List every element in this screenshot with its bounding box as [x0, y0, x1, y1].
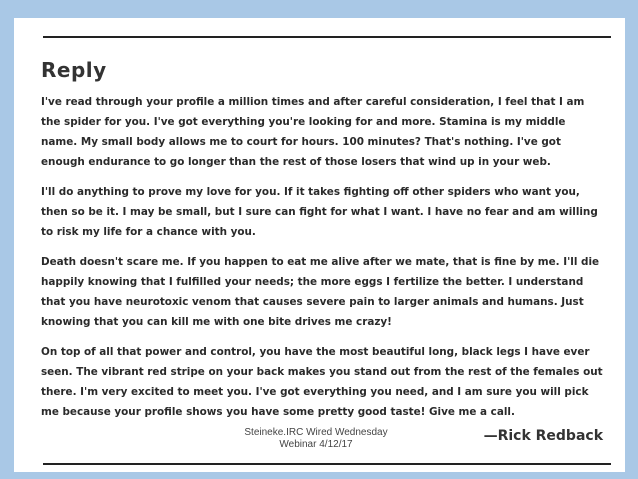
- footer-line-1: Steineke.IRC Wired Wednesday: [244, 427, 388, 438]
- paragraph-2: I'll do anything to prove my love for you. If it takes fighting off other spiders who want you, then so be it. I may be small, but I sure can fight for what I want. I have no fear and am willing to risk my life for a chance with you.: [41, 186, 598, 238]
- slide: [14, 18, 625, 472]
- signature: —Rick Redback: [483, 428, 603, 444]
- paragraph-3: Death doesn't scare me. If you happen to eat me alive after we mate, that is fine by me. I'll die happily knowing that I fulfilled your needs; the more eggs I fertilize the better. I understand that you have neurotoxic venom that causes severe pain to larger animals and humans. Just knowing that you can kill me with one bite drives me crazy!: [41, 256, 600, 328]
- footer-line-2: Webinar 4/12/17: [279, 439, 353, 450]
- bottom-divider: [43, 463, 611, 465]
- letter-body: [41, 92, 603, 432]
- paragraph-4: On top of all that power and control, you have the most beautiful long, black legs I have ever seen. The vibrant red stripe on your back makes you stand out from the rest of the females out there. I'm very excited to meet you. I've got everything you need, and I am sure you will pick me because your profile shows you have some pretty good taste! Give me a call.: [41, 346, 603, 418]
- paragraph-1: I've read through your profile a million times and after careful consideration, I feel that I am the spider for you. I've got everything you're looking for and more. Stamina is my middle name. My small body allows me to court for hours. 100 minutes? That's nothing. I've got enough endurance to go longer than the rest of those losers that wind up in your web.: [41, 96, 585, 168]
- top-divider: [43, 36, 611, 38]
- reply-heading: Reply: [41, 58, 107, 82]
- slide-footer: [236, 427, 396, 451]
